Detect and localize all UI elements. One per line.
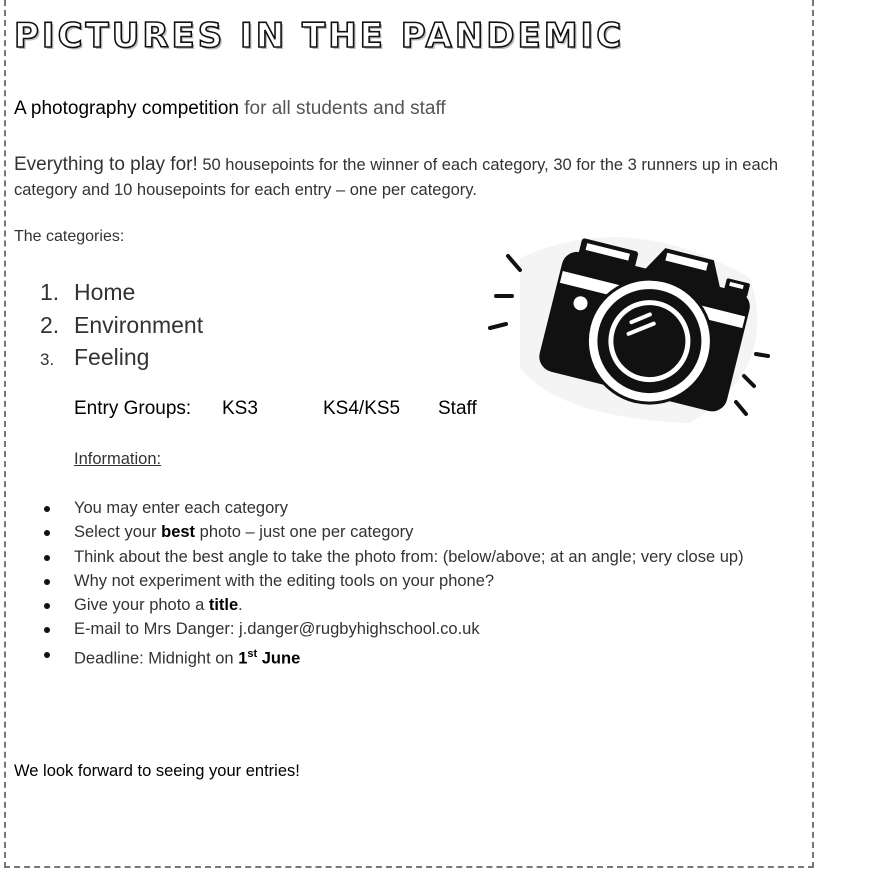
category-label: Environment xyxy=(74,311,204,338)
page-title: PICTURES IN THE PANDEMIC xyxy=(14,16,625,56)
category-item xyxy=(40,276,203,309)
entry-groups-label: Entry Groups: xyxy=(74,398,192,419)
info-emphasis: title xyxy=(208,596,239,615)
entry-group-ks4-ks5: KS4/KS5 xyxy=(323,398,401,419)
info-text: Why not experiment with the editing tools on your phone? xyxy=(74,571,495,590)
category-item xyxy=(40,309,203,342)
info-item xyxy=(40,642,800,671)
info-superscript: st xyxy=(247,647,258,660)
info-text: Select your xyxy=(74,523,162,542)
info-emphasis: 1 xyxy=(238,649,248,668)
info-item xyxy=(40,520,800,544)
info-email-text: E-mail to Mrs Danger: j.danger@rugbyhighschool.co.uk xyxy=(74,620,480,639)
info-text: . xyxy=(238,596,243,615)
info-item xyxy=(40,617,800,641)
info-text: Think about the best angle to take the photo from: (below/above; at an angle; very close up) xyxy=(74,547,744,566)
info-text: Give your photo a xyxy=(74,596,209,615)
info-item xyxy=(40,545,800,569)
subtitle xyxy=(14,98,446,120)
category-number: 3. xyxy=(40,350,55,369)
info-text: You may enter each category xyxy=(74,499,289,517)
categories-heading: The categories: xyxy=(14,228,125,245)
categories-list xyxy=(40,276,203,377)
entry-groups xyxy=(74,398,477,420)
intro-lead: Everything to play for! xyxy=(14,154,198,175)
intro-text: 50 housepoints for the winner of each category, 30 for the 3 runners up in each category and 10 housepoints for each entry – one per category. xyxy=(14,156,779,199)
information-list xyxy=(40,496,800,671)
closing-line: We look forward to seeing your entries! xyxy=(14,762,300,780)
info-text: Deadline: Midnight on xyxy=(74,649,239,668)
subtitle-light: for all students and staff xyxy=(239,98,446,119)
info-item xyxy=(40,569,800,593)
category-label: Feeling xyxy=(74,344,150,370)
camera-icon xyxy=(480,218,780,428)
subtitle-strong: A photography competition xyxy=(14,98,239,119)
info-text: photo – just one per category xyxy=(195,523,414,542)
info-emphasis: best xyxy=(161,523,196,542)
page-border xyxy=(4,0,814,868)
entry-group-staff: Staff xyxy=(438,398,477,419)
category-label: Home xyxy=(74,279,136,305)
intro-paragraph xyxy=(14,152,804,203)
info-item xyxy=(40,593,800,617)
category-number: 1. xyxy=(40,279,60,305)
category-item xyxy=(40,341,203,377)
entry-group-ks3: KS3 xyxy=(222,398,258,419)
category-number: 2. xyxy=(40,311,60,338)
information-heading: Information: xyxy=(74,450,162,468)
info-emphasis: June xyxy=(257,649,301,668)
info-item xyxy=(40,496,800,520)
